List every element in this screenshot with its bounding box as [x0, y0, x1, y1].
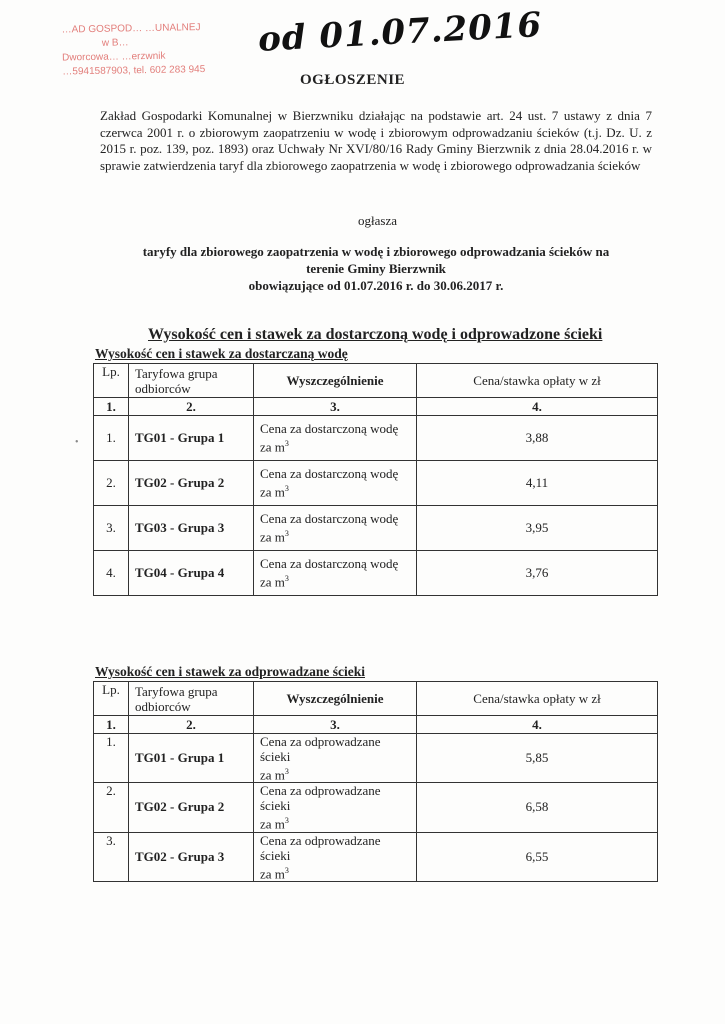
table-row — [94, 832, 658, 881]
row-group: TG02 - Grupa 2 — [129, 783, 254, 832]
row-price: 3,88 — [417, 416, 658, 461]
stamp-line: …5941587903, tel. 602 283 945 — [62, 64, 206, 78]
row-desc: Cena za odprowadzane ścieki za $m^3$ — [254, 783, 417, 832]
company-stamp — [62, 20, 238, 79]
index-cell: 2. — [129, 398, 254, 416]
intro-paragraph: Zakład Gospodarki Komunalnej w Bierzwniku działając na podstawie art. 24 ust. 7 ustawy z dnia 7 czerwca 2001 r. o zbiorowym zaopatrzeniu w wodę i zbiorowym odprowadzaniu ścieków (t.j. Dz. U. z 2015 r. poz. 139, poz. 1893) oraz Uchwały Nr XVI/80/16 Rady Gminy Bierzwnik z dnia 28.04.2016 r. w sprawie zatwierdzenia taryf dla zbiorowego zaopatrzenia w wodę i zbiorowego odprowadzania ścieków — [100, 108, 652, 173]
row-lp: 3. — [94, 506, 129, 551]
row-lp: 1. — [94, 416, 129, 461]
table-index-row — [94, 716, 658, 734]
row-price: 3,95 — [417, 506, 658, 551]
row-desc: Cena za dostarczoną wodę za $m^3$ — [254, 506, 417, 551]
row-desc: Cena za dostarczoną wodę za $m^3$ — [254, 416, 417, 461]
index-cell: 1. — [94, 716, 129, 734]
row-lp: 2. — [94, 461, 129, 506]
sewage-subtitle: Wysokość cen i stawek za odprowadzane ścieki — [95, 664, 365, 679]
index-cell: 4. — [417, 716, 658, 734]
handwritten-date: od 01.07.2016 — [257, 5, 544, 60]
stamp-line: w B… — [101, 37, 129, 49]
water-table — [93, 363, 658, 596]
table-header-row — [94, 364, 658, 398]
index-cell: 1. — [94, 398, 129, 416]
index-cell: 3. — [254, 398, 417, 416]
row-group: TG02 - Grupa 3 — [129, 832, 254, 881]
stamp-line: Dworcowa… …erzwnik — [62, 50, 166, 64]
row-group: TG03 - Grupa 3 — [129, 506, 254, 551]
row-desc: Cena za dostarczoną wodę za $m^3$ — [254, 461, 417, 506]
index-cell: 3. — [254, 716, 417, 734]
section-title: Wysokość cen i stawek za dostarczoną wodę i odprowadzone ścieki — [148, 326, 603, 343]
row-group: TG02 - Grupa 2 — [129, 461, 254, 506]
header-desc: Wyszczególnienie — [254, 364, 417, 398]
row-lp: 4. — [94, 551, 129, 596]
announces-word: ogłasza — [358, 213, 397, 228]
row-price: 5,85 — [417, 734, 658, 783]
row-lp: 1. — [94, 734, 129, 783]
header-price: Cena/stawka opłaty w zł — [417, 364, 658, 398]
water-subtitle: Wysokość cen i stawek za dostarczaną wodę — [95, 346, 348, 361]
sewage-table — [93, 681, 658, 882]
page-title: OGŁOSZENIE — [300, 72, 406, 88]
row-price: 6,58 — [417, 783, 658, 832]
header-desc: Wyszczególnienie — [254, 682, 417, 716]
header-lp: Lp. — [94, 682, 129, 716]
row-group: TG04 - Grupa 4 — [129, 551, 254, 596]
row-price: 3,76 — [417, 551, 658, 596]
header-group: Taryfowa grupa odbiorców — [129, 364, 254, 398]
index-cell: 4. — [417, 398, 658, 416]
table-header-row — [94, 682, 658, 716]
row-group: TG01 - Grupa 1 — [129, 734, 254, 783]
row-lp: 2. — [94, 783, 129, 832]
header-lp: Lp. — [94, 364, 129, 398]
row-desc: Cena za odprowadzane ścieki za $m^3$ — [254, 832, 417, 881]
row-group: TG01 - Grupa 1 — [129, 416, 254, 461]
row-lp: 3. — [94, 832, 129, 881]
table-row — [94, 734, 658, 783]
stamp-line: …AD GOSPOD… …UNALNEJ — [61, 22, 201, 36]
tariff-heading-line: obowiązujące od 01.07.2016 r. do 30.06.2017 r. — [248, 278, 504, 293]
row-price: 6,55 — [417, 832, 658, 881]
table-row — [94, 551, 658, 596]
tariff-heading-line: taryfy dla zbiorowego zaopatrzenia w wodę i zbiorowego odprowadzania ścieków na — [142, 244, 610, 259]
scan-dot: • — [75, 437, 79, 448]
row-desc: Cena za odprowadzane ścieki za $m^3$ — [254, 734, 417, 783]
table-row — [94, 461, 658, 506]
header-group: Taryfowa grupa odbiorców — [129, 682, 254, 716]
table-row — [94, 506, 658, 551]
header-price: Cena/stawka opłaty w zł — [417, 682, 658, 716]
tariff-heading-line: terenie Gminy Bierzwnik — [306, 261, 446, 276]
row-price: 4,11 — [417, 461, 658, 506]
index-cell: 2. — [129, 716, 254, 734]
table-row — [94, 783, 658, 832]
tariff-heading — [100, 243, 652, 294]
table-index-row — [94, 398, 658, 416]
table-row — [94, 416, 658, 461]
row-desc: Cena za dostarczoną wodę za $m^3$ — [254, 551, 417, 596]
